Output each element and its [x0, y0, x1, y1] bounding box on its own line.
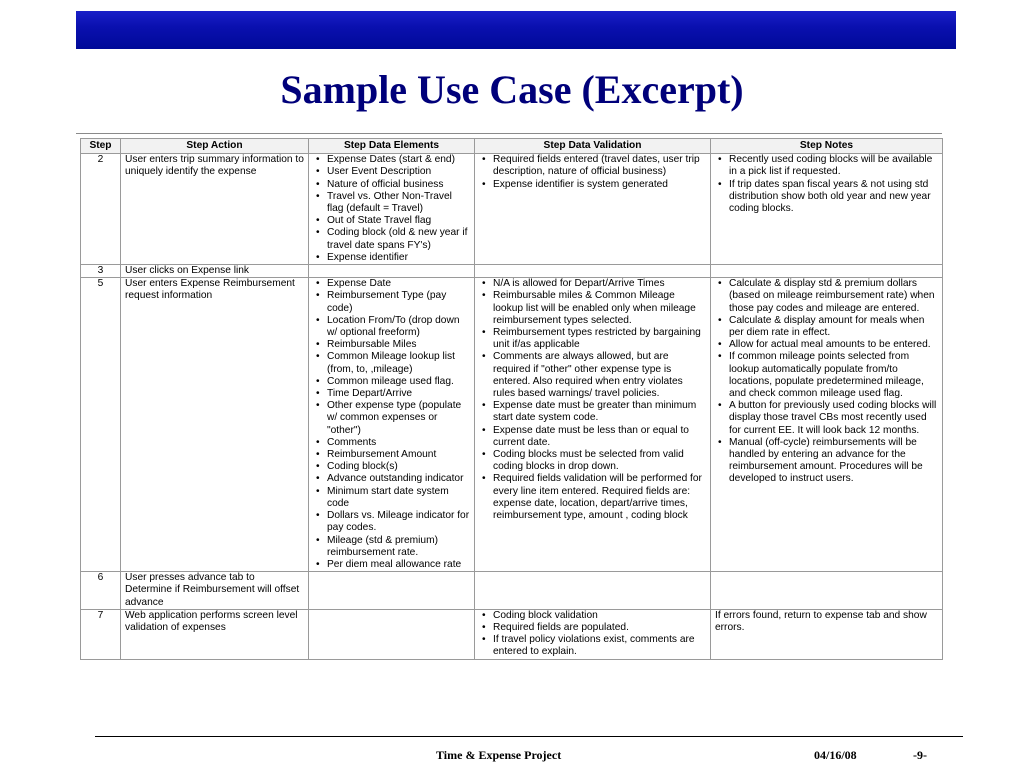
step-notes-cell [711, 265, 943, 278]
bullet-item: • Reimbursable miles & Common Mileage lookup list will be enabled only when mileage reimbursement types selected. [479, 290, 706, 327]
bullet-item: • Manual (off-cycle) reimbursements will be handled by entering an advance for the reimbursement amount. Procedures will be developed to instruct users. [715, 437, 938, 486]
data-validation-cell [475, 154, 711, 265]
step-notes-text: If errors found, return to expense tab and show errors. [715, 609, 927, 633]
step-notes-cell [711, 154, 943, 265]
bullet-item: • Time Depart/Arrive [313, 388, 470, 400]
step-number-cell: 3 [81, 265, 121, 278]
bullet-item: • Mileage (std & premium) reimbursement rate. [313, 535, 470, 559]
bullet-item: • Location From/To (drop down w/ optional freeform) [313, 315, 470, 339]
bullet-item: • Other expense type (populate w/ common expenses or "other") [313, 400, 470, 437]
bullet-item: • Expense date must be less than or equal to current date. [479, 425, 706, 449]
step-number-cell: 6 [81, 572, 121, 610]
bullet-item: • Required fields validation will be performed for every line item entered. Required fields are: expense date, location, depart/arrive times, reimbursement type, amount , coding block [479, 473, 706, 522]
data-validation-cell [475, 609, 711, 659]
header-step-notes: Step Notes [711, 139, 943, 154]
bullet-item: • Reimbursement Type (pay code) [313, 290, 470, 314]
bullet-item: • Per diem meal allowance rate [313, 559, 470, 571]
bullet-item: • N/A is allowed for Depart/Arrive Times [479, 278, 706, 290]
notes-list [715, 278, 938, 485]
bullet-item: • Expense date must be greater than minimum start date system code. [479, 400, 706, 424]
bullet-item: • Expense Date [313, 278, 470, 290]
data-validation-cell [475, 572, 711, 610]
header-step-data-elements: Step Data Elements [309, 139, 475, 154]
bullet-item: • Reimbursable Miles [313, 339, 470, 351]
bullet-item: • A button for previously used coding blocks will display those travel CBs most recently used for current EE. It will look back 12 months. [715, 400, 938, 437]
bullet-item: • Coding blocks must be selected from valid coding blocks in drop down. [479, 449, 706, 473]
slide-title: Sample Use Case (Excerpt) [280, 67, 744, 112]
step-action-cell: User clicks on Expense link [121, 265, 309, 278]
bullet-item: • Expense Dates (start & end) [313, 154, 470, 166]
data-elements-cell [309, 154, 475, 265]
header-step-action: Step Action [121, 139, 309, 154]
bullet-item: • Expense identifier is system generated [479, 179, 706, 191]
step-notes-cell [711, 609, 943, 659]
table-header-row [81, 139, 943, 154]
validation-list [479, 154, 706, 191]
elements-list [313, 154, 470, 264]
step-action-cell: User presses advance tab to Determine if Reimbursement will offset advance [121, 572, 309, 610]
footer-rule [95, 736, 963, 737]
notes-list [715, 154, 938, 215]
elements-list [313, 278, 470, 571]
bullet-item: • Dollars vs. Mileage indicator for pay codes. [313, 510, 470, 534]
data-elements-cell [309, 278, 475, 572]
bullet-item: • Required fields are populated. [479, 622, 706, 634]
step-number-cell: 2 [81, 154, 121, 265]
bullet-item: • Coding block validation [479, 610, 706, 622]
bullet-item: • Minimum start date system code [313, 486, 470, 510]
data-validation-cell [475, 265, 711, 278]
bullet-item: • Nature of official business [313, 179, 470, 191]
bullet-item: • Out of State Travel flag [313, 215, 470, 227]
validation-list [479, 610, 706, 659]
bullet-item: • Coding block (old & new year if travel date spans FY's) [313, 227, 470, 251]
data-elements-cell [309, 572, 475, 610]
step-notes-cell [711, 572, 943, 610]
bullet-item: • Calculate & display std & premium dollars (based on mileage reimbursement rate) when those pay codes and mileage are entered. [715, 278, 938, 315]
bullet-item: • Allow for actual meal amounts to be entered. [715, 339, 938, 351]
footer-project: Time & Expense Project [436, 748, 562, 762]
bullet-item: • Expense identifier [313, 252, 470, 264]
table-row [81, 609, 943, 659]
bullet-item: • If travel policy violations exist, comments are entered to explain. [479, 634, 706, 658]
bullet-item: • Comments are always allowed, but are required if "other" other expense type is entered. Also required when entry violates rules based warnings/ travel policies. [479, 351, 706, 400]
step-number-cell: 5 [81, 278, 121, 572]
bullet-item: • If trip dates span fiscal years & not using std distribution show both old year and new year coding blocks. [715, 179, 938, 216]
header-step-data-validation: Step Data Validation [475, 139, 711, 154]
step-notes-cell [711, 278, 943, 572]
validation-list [479, 278, 706, 522]
data-elements-cell [309, 265, 475, 278]
bullet-item: • Reimbursement types restricted by bargaining unit if/as applicable [479, 327, 706, 351]
bullet-item: • If common mileage points selected from lookup automatically populate from/to locations, populate predetermined mileage, and check common mileage used flag. [715, 351, 938, 400]
title-banner [76, 11, 956, 49]
footer-page-number: -9- [913, 748, 927, 762]
table-row [81, 278, 943, 572]
bullet-item: • Recently used coding blocks will be available in a pick list if requested. [715, 154, 938, 178]
bullet-item: • Coding block(s) [313, 461, 470, 473]
table-body [81, 154, 943, 659]
table-top-rule [76, 133, 942, 134]
table-row [81, 154, 943, 265]
bullet-item: • Calculate & display amount for meals when per diem rate in effect. [715, 315, 938, 339]
bullet-item: • Reimbursement Amount [313, 449, 470, 461]
bullet-item: • Advance outstanding indicator [313, 473, 470, 485]
bullet-item: • Common mileage used flag. [313, 376, 470, 388]
data-validation-cell [475, 278, 711, 572]
step-number-cell: 7 [81, 609, 121, 659]
table-row [81, 265, 943, 278]
step-action-cell: Web application performs screen level validation of expenses [121, 609, 309, 659]
table-row [81, 572, 943, 610]
header-step: Step [81, 139, 121, 154]
data-elements-cell [309, 609, 475, 659]
bullet-item: • Common Mileage lookup list (from, to, ,mileage) [313, 351, 470, 375]
step-action-cell: User enters Expense Reimbursement request information [121, 278, 309, 572]
bullet-item: • Comments [313, 437, 470, 449]
bullet-item: • Travel vs. Other Non-Travel flag (default = Travel) [313, 191, 470, 215]
footer-date: 04/16/08 [814, 748, 857, 762]
bullet-item: • User Event Description [313, 166, 470, 178]
use-case-table [80, 138, 943, 660]
bullet-item: • Required fields entered (travel dates, user trip description, nature of official business) [479, 154, 706, 178]
step-action-cell: User enters trip summary information to uniquely identify the expense [121, 154, 309, 265]
